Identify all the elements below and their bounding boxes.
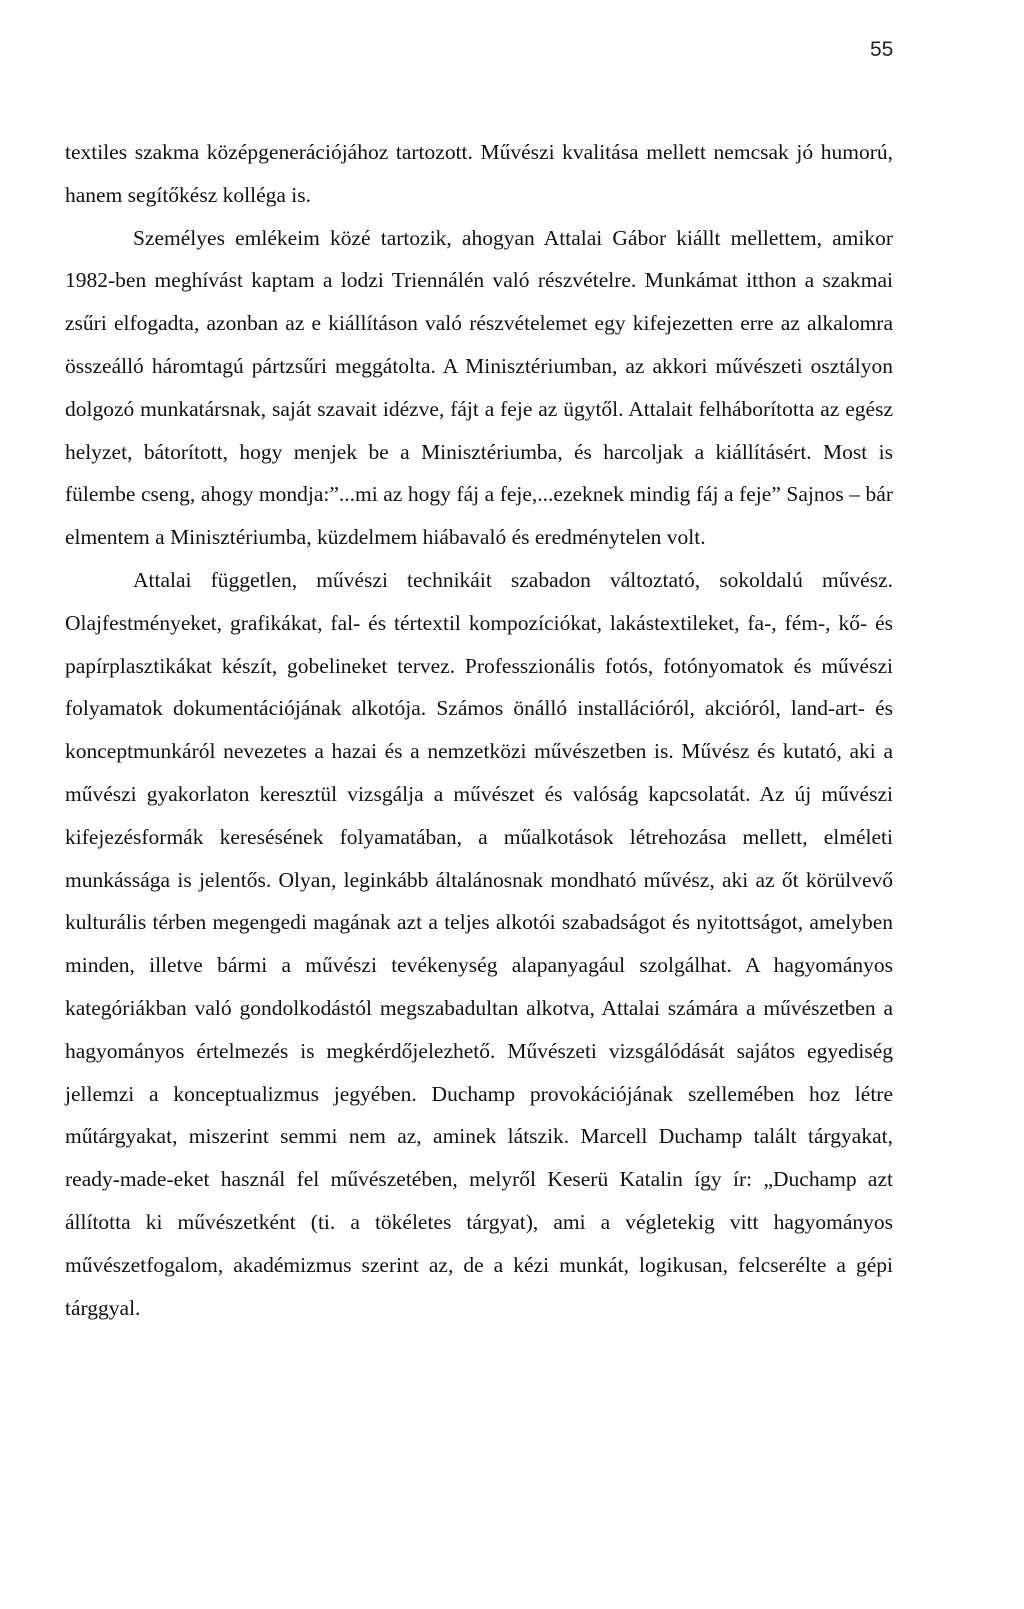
paragraph-text: így ír: „Duchamp azt állította ki művészetként (ti. a tökéletes tárgyat), ami a végletekig vitt hagyományos művészetfogalom, akadémizmus szerint az, de a kézi munkát, logikusan, felcserélte a gépi tárggyal.: [65, 1167, 893, 1320]
paragraph-text: textiles szakma középgenerációjához tartozott. Művészi kvalitása mellett nemcsak jó humorú, hanem segítőkész kolléga is.: [65, 140, 893, 207]
paragraph-2: [65, 217, 893, 559]
body-text: [65, 131, 893, 1329]
paragraph-1: [65, 131, 893, 217]
paragraph-text: Személyes emlékeim közé tartozik, ahogyan Attalai Gábor kiállt mellettem, amikor 1982-ben meghívást kaptam a lodzi Triennálén való részvételre. Munkámat itthon a szakmai zsűri elfogadta, azonban az e kiállításon való részvételemet egy kifejezetten erre az alkalomra összeálló háromtagú pártzsűri meggátolta. A Minisztériumban, az akkori művészeti osztályon dolgozó munkatársnak, saját szavait idézve, fájt a feje az ügytől. Attalait felháborította az egész helyzet, bátorított, hogy menjek be a Minisztériumba, és harcoljak a kiállításért. Most is fülembe cseng, ahogy mondja:”...mi az hogy fáj a feje,...ezeknek mindig fáj a feje” Sajnos – bár elmentem a Minisztériumba, küzdelmem hiábavaló és eredménytelen volt.: [65, 225, 893, 550]
paragraph-text: -eket használ fel művészetében, melyről: [166, 1167, 548, 1192]
paragraph-text: Attalai független, művészi technikáit szabadon változtató, sokoldalú művész. Olajfestményeket, grafikákat, fal- és tértextil kompozíciókat, lakástextileket, fa-, fém-, kő- és papírplasztikákat készít, gobelineket tervez. Professzionális fotós, fotónyomatok és művészi folyamatok dokumentációjának alkotója. Számos önálló installációról, akcióról, land-art- és konceptmunkáról nevezetes a hazai és a nemzetközi művészetben is. Művész és kutató, aki a művészi gyakorlaton keresztül vizsgálja a művészet és valóság kapcsolatát. Az új művészi kifejezésformák keresésének folyamatában, a műalkotások létrehozása mellett, elméleti munkássága is jelentős. Olyan, leginkább általánosnak mondható művész, aki az őt körülvevő kulturális térben megengedi magának azt a teljes alkotói szabadságot és nyitottságot, amelyben minden, illetve bármi a művészi tevékenység alapanyagául szolgálhat. A hagyományos kategóriákban való gondolkodástól megszabadultan alkotva, Attalai számára a művészetben a hagyományos értelmezés is megkérdőjelezhető. Művészeti vizsgálódását sajátos egyediség jellemzi a konceptualizmus jegyében. Duchamp provokációjának szellemében hoz létre műtárgyakat, miszerint semmi nem az, aminek látszik. Marcell Duchamp talált tárgyakat,: [65, 567, 893, 1149]
italic-name: Keserü Katalin: [547, 1167, 683, 1192]
paragraph-3: [65, 559, 893, 1329]
italic-term: ready-made: [65, 1167, 167, 1192]
page-number: 55: [870, 38, 894, 61]
